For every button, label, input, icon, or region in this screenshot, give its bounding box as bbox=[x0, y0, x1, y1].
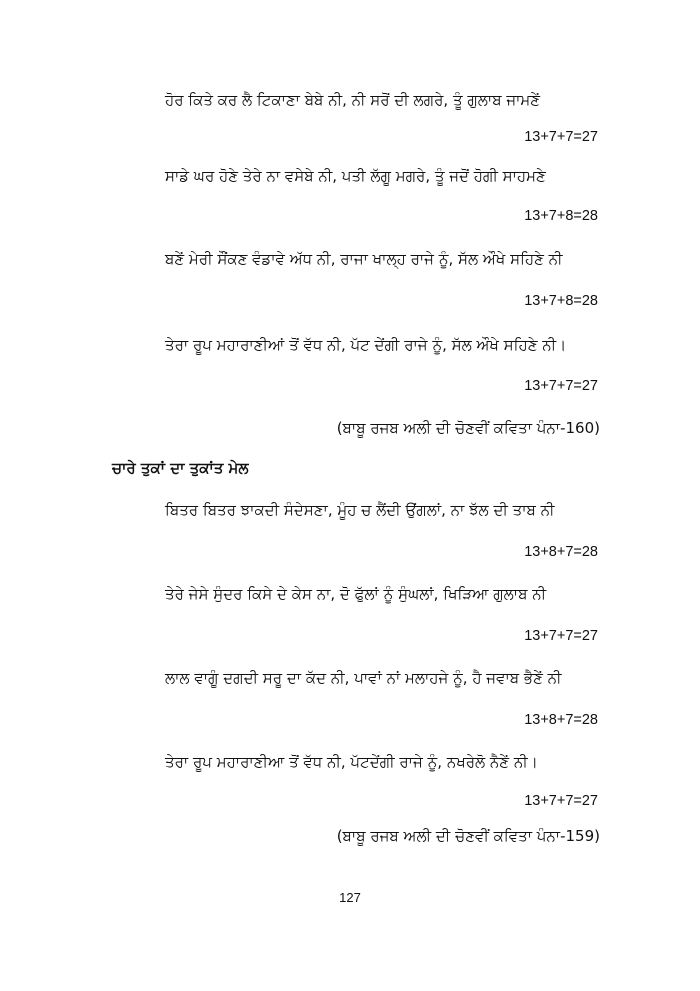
syllable-count: 13+7+7=27 bbox=[524, 793, 598, 809]
syllable-count: 13+7+7=27 bbox=[524, 628, 598, 644]
syllable-count: 13+8+7=28 bbox=[524, 544, 598, 560]
verse-line: ਬਣੇਂ ਮੇਰੀ ਸੌਂਕਣ ਵੰਡਾਵੇ ਅੱਧ ਨੀ, ਰਾਜਾ ਖਾਲ੍ਹ ਰਾਜੇ ਨੂੰ, ਸੱਲ ਔਖੇ ਸਹਿਣੇ ਨੀ bbox=[165, 250, 563, 268]
syllable-count: 13+7+8=28 bbox=[524, 208, 598, 224]
page-number: 127 bbox=[339, 890, 361, 905]
verse-line: ਬਿਤਰ ਬਿਤਰ ਝਾਕਦੀ ਸੰਦੇਸਣਾ, ਮੂੰਹ ਚ ਲੈਂਦੀ ਉਂਗਲਾਂ, ਨਾ ਝੱਲ ਦੀ ਤਾਬ ਨੀ bbox=[165, 501, 555, 519]
syllable-count: 13+7+7=27 bbox=[524, 378, 598, 394]
syllable-count: 13+7+8=28 bbox=[524, 293, 598, 309]
verse-line: ਹੋਰ ਕਿਤੇ ਕਰ ਲੈ ਟਿਕਾਣਾ ਬੇਬੇ ਨੀ, ਨੀ ਸਰੋਂ ਦੀ ਲਗਰੇ, ਤੂੰ ਗੁਲਾਬ ਜਾਮਣੇਂ bbox=[165, 91, 541, 109]
syllable-count: 13+8+7=28 bbox=[524, 712, 598, 728]
citation: (ਬਾਬੂ ਰਜਬ ਅਲੀ ਦੀ ਚੋਣਵੀਂ ਕਵਿਤਾ ਪੰਨਾ-160) bbox=[336, 419, 600, 437]
verse-line: ਤੇਰੇ ਜੇਸੇ ਸੁੰਦਰ ਕਿਸੇ ਦੇ ਕੇਸ ਨਾ, ਦੋ ਫੁੱਲਾਂ ਨੂੰ ਸੁੰਘਲਾਂ, ਖਿੜਿਆ ਗੁਲਾਬ ਨੀ bbox=[165, 585, 547, 603]
citation: (ਬਾਬੂ ਰਜਬ ਅਲੀ ਦੀ ਚੋਣਵੀਂ ਕਵਿਤਾ ਪੰਨਾ-159) bbox=[336, 827, 600, 845]
verse-line: ਤੇਰਾ ਰੂਪ ਮਹਾਰਾਣੀਆ ਤੋਂ ਵੱਧ ਨੀ, ਪੱਟਦੇਂਗੀ ਰਾਜੇ ਨੂੰ, ਨਖਰੇਲੋ ਨੈਣੇਂ ਨੀ। bbox=[165, 753, 538, 771]
section-heading: ਚਾਰੇ ਤੁਕਾਂ ਦਾ ਤੁਕਾਂਤ ਮੇਲ bbox=[112, 459, 249, 477]
syllable-count: 13+7+7=27 bbox=[524, 129, 598, 145]
verse-line: ਲਾਲ ਵਾਗੂੰ ਦਗਦੀ ਸਰੂ ਦਾ ਕੱਦ ਨੀ, ਪਾਵਾਂ ਨਾਂ ਮਲਾਹਜੇ ਨੂੰ, ਹੈ ਜਵਾਬ ਭੈਣੇਂ ਨੀ bbox=[165, 669, 562, 687]
verse-line: ਤੇਰਾ ਰੂਪ ਮਹਾਰਾਣੀਆਂ ਤੋਂ ਵੱਧ ਨੀ, ਪੱਟ ਦੇਂਗੀ ਰਾਜੇ ਨੂੰ, ਸੱਲ ਔਖੇ ਸਹਿਣੇ ਨੀ। bbox=[165, 336, 567, 354]
verse-line: ਸਾਡੇ ਘਰ ਹੋਣੇ ਤੇਰੇ ਨਾ ਵਸੇਬੇ ਨੀ, ਪਤੀ ਲੱਗੂ ਮਗਰੇ, ਤੂੰ ਜਦੋਂ ਹੋਗੀ ਸਾਹਮਣੇ bbox=[165, 167, 546, 185]
